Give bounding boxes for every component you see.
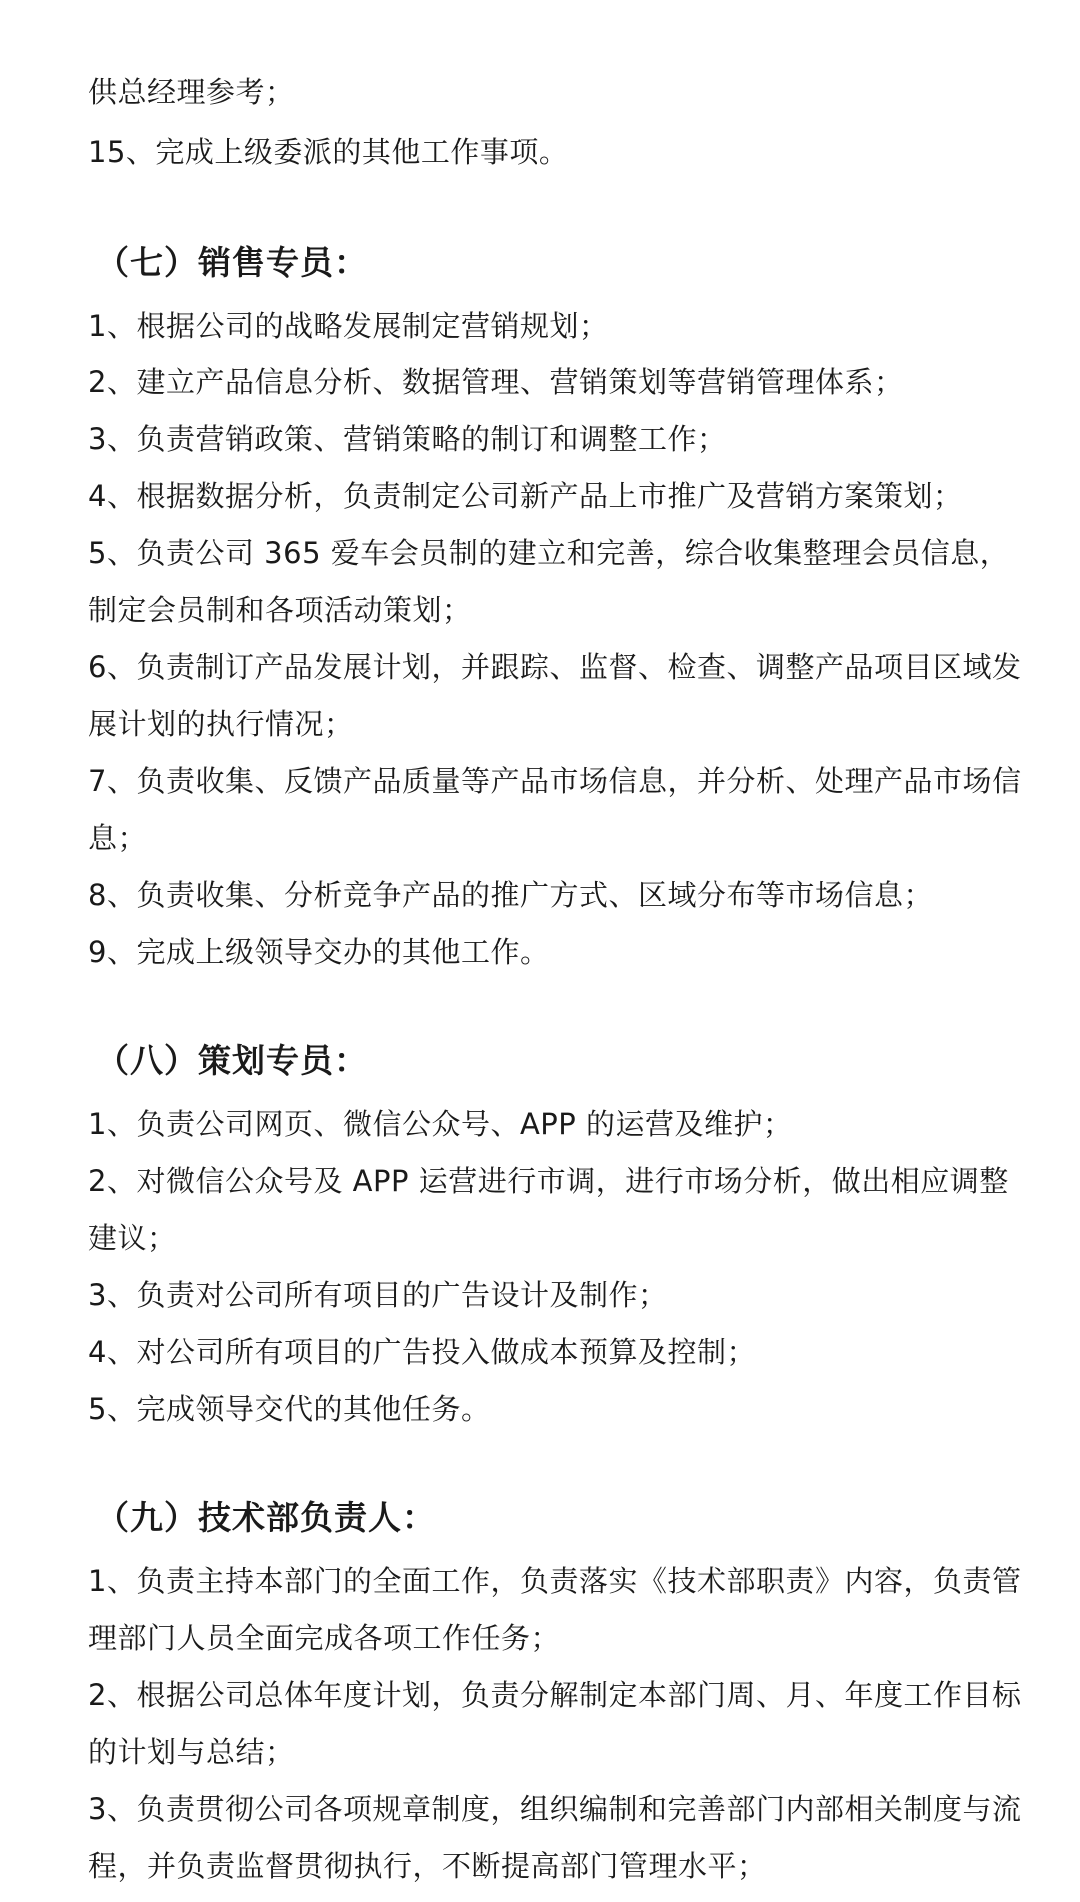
text-line: 程，并负责监督贯彻执行，不断提高部门管理水平；: [88, 1849, 767, 1883]
text-line: 展计划的执行情况；: [88, 707, 354, 741]
text-line: 息；: [88, 821, 148, 855]
text-line: 7、负责收集、反馈产品质量等产品市场信息，并分析、处理产品市场信: [88, 764, 1022, 798]
text-line: 供总经理参考；: [88, 75, 295, 109]
text-line: 的计划与总结；: [88, 1735, 295, 1769]
text-line: 3、负责贯彻公司各项规章制度，组织编制和完善部门内部相关制度与流: [88, 1792, 1022, 1826]
section-heading: （九）技术部负责人：: [96, 1498, 436, 1537]
text-line: 1、负责主持本部门的全面工作，负责落实《技术部职责》内容，负责管: [88, 1564, 1022, 1598]
section-heading: （八）策划专员：: [96, 1041, 368, 1080]
text-line: 2、根据公司总体年度计划，负责分解制定本部门周、月、年度工作目标: [88, 1678, 1022, 1712]
text-line: 6、负责制订产品发展计划，并跟踪、监督、检查、调整产品项目区域发: [88, 650, 1022, 684]
text-line: 理部门人员全面完成各项工作任务；: [88, 1621, 561, 1655]
text-line: 建议；: [88, 1221, 177, 1255]
text-line: 2、对微信公众号及 APP 运营进行市调，进行市场分析，做出相应调整: [88, 1164, 1009, 1198]
text-line: 制定会员制和各项活动策划；: [88, 593, 472, 627]
section-heading: （七）销售专员：: [96, 243, 368, 282]
text-line: 3、负责对公司所有项目的广告设计及制作；: [88, 1278, 668, 1312]
text-line: 5、负责公司 365 爱车会员制的建立和完善，综合收集整理会员信息，: [88, 536, 1010, 570]
text-line: 1、根据公司的战略发展制定营销规划；: [88, 309, 609, 343]
text-line: 2、建立产品信息分析、数据管理、营销策划等营销管理体系；: [88, 365, 904, 399]
text-line: 3、负责营销政策、营销策略的制订和调整工作；: [88, 422, 727, 456]
text-line: 4、对公司所有项目的广告投入做成本预算及控制；: [88, 1335, 756, 1369]
text-line: 8、负责收集、分析竞争产品的推广方式、区域分布等市场信息；: [88, 878, 933, 912]
text-line: 9、完成上级领导交办的其他工作。: [88, 935, 550, 969]
text-line: 5、完成领导交代的其他任务。: [88, 1392, 491, 1426]
text-line: 4、根据数据分析，负责制定公司新产品上市推广及营销方案策划；: [88, 479, 963, 513]
text-line: 15、完成上级委派的其他工作事项。: [88, 135, 569, 169]
text-line: 1、负责公司网页、微信公众号、APP 的运营及维护；: [88, 1107, 793, 1141]
